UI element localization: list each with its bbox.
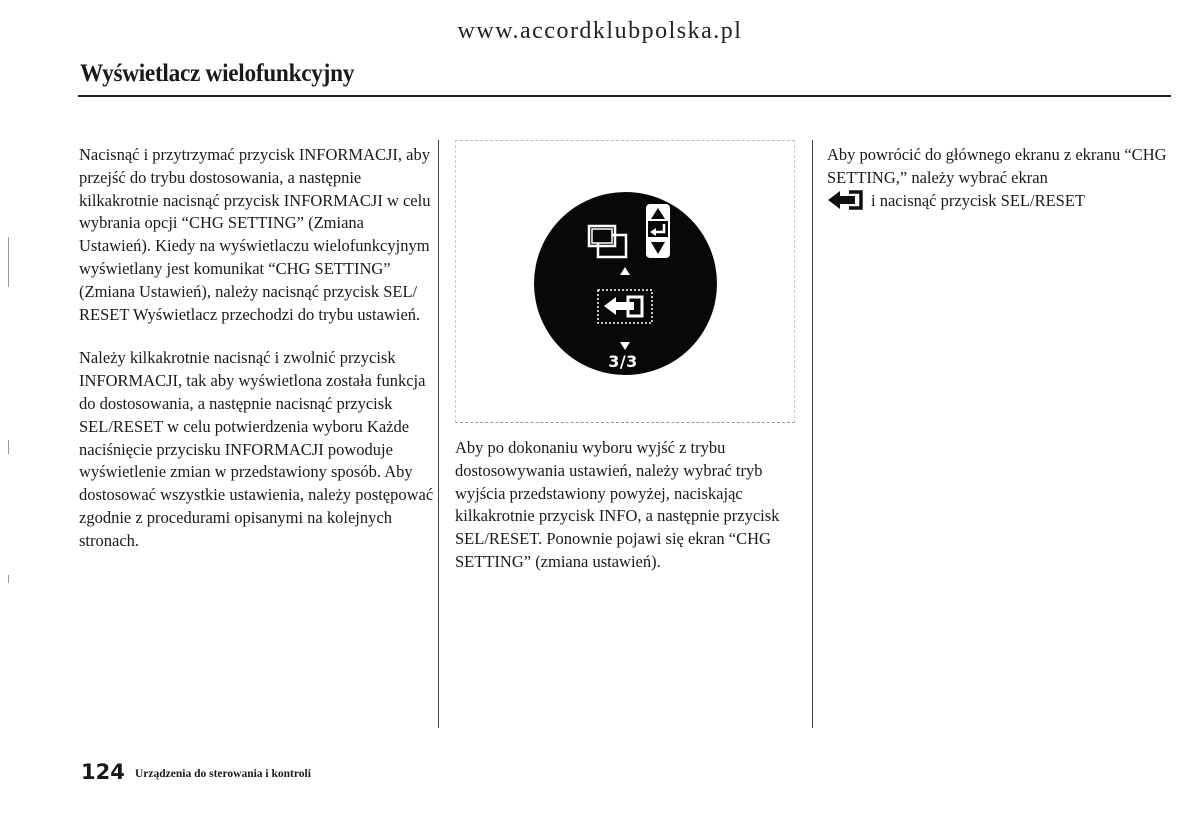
return-paragraph-end: i nacisnąć przycisk SEL/RESET xyxy=(871,190,1085,210)
page-indicator: 3/3 xyxy=(608,352,638,371)
scan-artifact xyxy=(8,440,9,454)
scan-artifact xyxy=(8,575,9,583)
screens-icon xyxy=(589,226,626,257)
exit-mode-paragraph: Aby po dokonaniu wyboru wyjść z trybu dostosowywania ustawień, należy wybrać tryb wyjścia przedstawiony powyżej, naciskając kilkakrotnie przycisk INFO, a następnie przycisk SEL/RESET. Ponownie pojawi się ekran “CHG SETTING” (zmiana ustawień). xyxy=(455,438,780,571)
frame-right xyxy=(794,140,795,423)
arrow-down-icon xyxy=(620,342,630,350)
return-paragraph-start: Aby powrócić do głównego ekranu z ekranu “CHG SETTING,” należy wybrać ekran xyxy=(827,145,1167,187)
return-exit-icon xyxy=(598,290,652,323)
title-rule xyxy=(78,95,1171,97)
frame-top xyxy=(455,140,795,141)
display-illustration xyxy=(455,140,795,423)
instruction-paragraph-1: Nacisnąć i przytrzymać przycisk INFORMACJI, aby przejść do trybu dostosowania, a następnie kilkakrotnie nacisnąć przycisk INFORMACJI w celu wybrania opcji “CHG SETTING” (Zmiana Ustawień). Kiedy na wyświetlaczu wielofunkcyjnym wyświetlany jest komunikat “CHG SETTING” (Zmiana Ustawień), należy nacisnąć przycisk SEL/ RESET Wyświetlacz przechodzi do trybu ustawień. xyxy=(79,145,431,324)
multi-display-screen xyxy=(534,192,717,375)
page-number: 124 xyxy=(81,760,125,784)
page-title: Wyświetlacz wielofunkcyjny xyxy=(80,60,355,87)
column-right xyxy=(827,144,1172,212)
column-divider-right xyxy=(812,140,813,728)
site-url: www.accordklubpolska.pl xyxy=(457,18,743,44)
arrow-up-icon xyxy=(620,267,630,275)
column-middle xyxy=(455,437,800,574)
scan-artifact xyxy=(8,237,9,287)
column-divider-left xyxy=(438,140,439,728)
return-paragraph xyxy=(827,144,1172,212)
section-name: Urządzenia do sterowania i kontroli xyxy=(135,768,311,780)
frame-left xyxy=(455,140,456,423)
frame-bottom xyxy=(455,422,795,423)
instruction-paragraph-2: Należy kilkakrotnie nacisnąć i zwolnić przycisk INFORMACJI, tak aby wyświetlona została funkcja do dostosowania, a następnie nacisnąć przycisk SEL/RESET w celu potwierdzenia wyboru Każde naciśnięcie przycisku INFORMACJI powoduje wyświetlenie zmian w przedstawiony sposób. Aby dostosować wszystkie ustawienia, należy postępować zgodnie z procedurami opisanymi na kolejnych stronach. xyxy=(79,348,434,550)
column-left xyxy=(79,144,439,553)
scroll-arrows-icon xyxy=(646,204,670,258)
return-exit-icon xyxy=(827,190,865,210)
